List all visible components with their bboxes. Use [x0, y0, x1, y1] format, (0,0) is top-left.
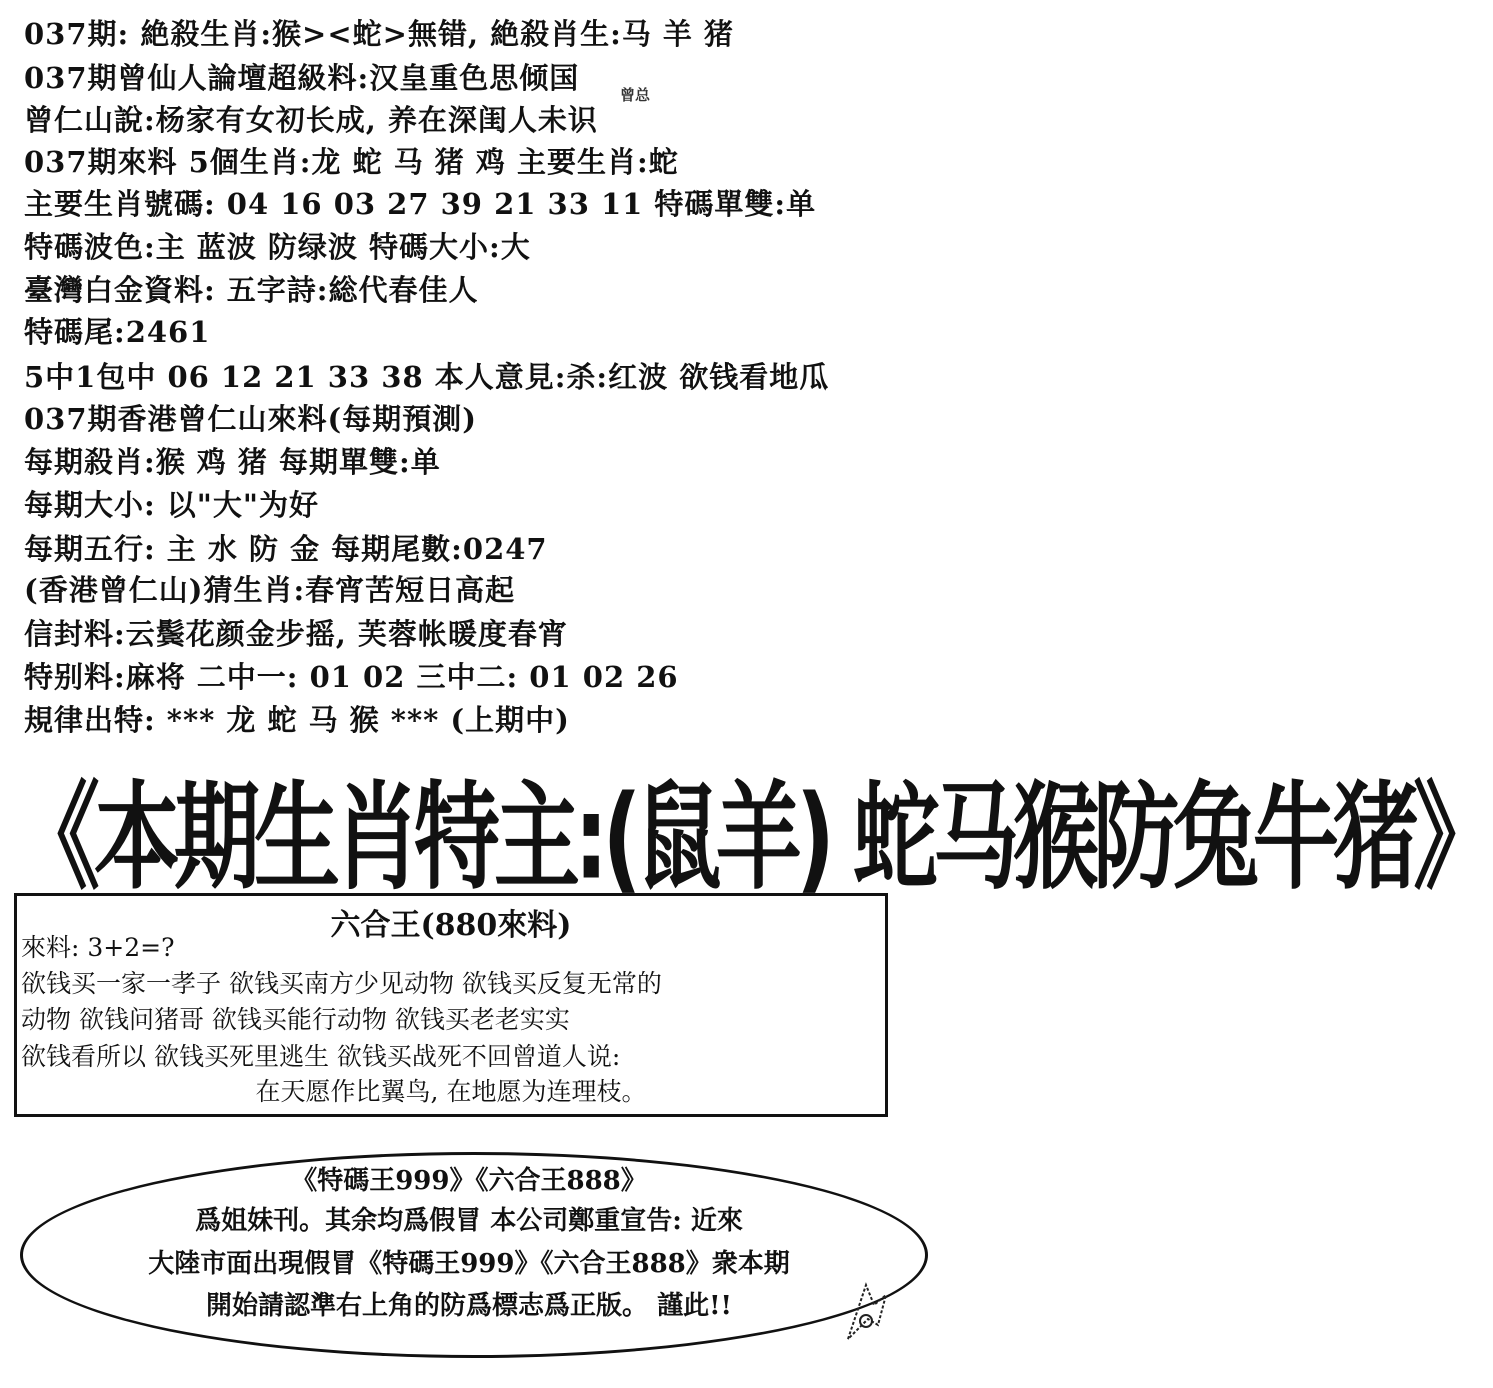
anti-counterfeit-mark-icon: [838, 1275, 894, 1345]
line-7: 臺灣白金資料: 五字詩:総代春佳人: [24, 273, 479, 307]
line-12: 每期大小: 以"大"为好: [24, 488, 320, 522]
box-line-1: 來料: 3+2=?: [21, 933, 175, 962]
liuhe-wang-box: [14, 893, 888, 1117]
oval-line-4: 開始請認準右上角的防爲標志爲正版。 謹此!!: [206, 1291, 732, 1321]
box-title: 六合王(880來料): [330, 908, 572, 943]
box-line-4: 欲钱看所以 欲钱买死里逃生 欲钱买战死不回曾道人说:: [21, 1042, 621, 1071]
headline-banner: 《本期生肖特主:(鼠羊) 蛇马猴防兔牛猪》: [14, 771, 1493, 906]
line-6: 特碼波色:主 蓝波 防绿波 特碼大小:大: [24, 230, 531, 264]
line-8: 特碼尾:2461: [24, 315, 211, 349]
line-11: 每期殺肖:猴 鸡 猪 每期單雙:单: [24, 445, 441, 479]
line-17: 規律出特: *** 龙 蛇 马 猴 *** (上期中): [24, 703, 570, 737]
line-5: 主要生肖號碼: 04 16 03 27 39 21 33 11 特碼單雙:单: [24, 187, 817, 221]
box-line-2: 欲钱买一家一孝子 欲钱买南方少见动物 欲钱买反复无常的: [21, 969, 662, 998]
line-13: 每期五行: 主 水 防 金 每期尾數:0247: [24, 532, 548, 566]
line-9: 5中1包中 06 12 21 33 38 本人意見:杀:红波 欲钱看地瓜: [24, 360, 830, 394]
line-16: 特别料:麻将 二中一: 01 02 三中二: 01 02 26: [24, 660, 679, 694]
line-4: 037期來料 5個生肖:龙 蛇 马 猪 鸡 主要生肖:蛇: [24, 145, 679, 179]
handwritten-note: 曾总: [620, 86, 651, 104]
line-14: (香港曾仁山)猜生肖:春宵苦短日高起: [24, 573, 516, 607]
line-10: 037期香港曾仁山來料(每期預測): [24, 402, 477, 436]
line-1: 037期: 絶殺生肖:猴><蛇>無错, 絶殺肖生:马 羊 猪: [24, 17, 735, 51]
oval-line-2: 爲姐妹刊。其余均爲假冒 本公司鄭重宣告: 近來: [195, 1206, 743, 1236]
oval-line-3: 大陸市面出現假冒《特碼王999》《六合王888》衆本期: [148, 1249, 790, 1279]
box-line-5: 在天愿作比翼鸟, 在地愿为连理枝。: [255, 1077, 647, 1106]
line-2: 037期曾仙人論壇超級料:汉皇重色思倾国: [24, 61, 580, 95]
line-15: 信封料:云鬓花颜金步摇, 芙蓉帐暖度春宵: [24, 617, 568, 651]
line-3: 曾仁山說:杨家有女初长成, 养在深闺人未识: [24, 103, 598, 137]
oval-line-1: 《特碼王999》《六合王888》: [291, 1166, 647, 1196]
box-line-3: 动物 欲钱问猪哥 欲钱买能行动物 欲钱买老老实实: [21, 1005, 570, 1034]
